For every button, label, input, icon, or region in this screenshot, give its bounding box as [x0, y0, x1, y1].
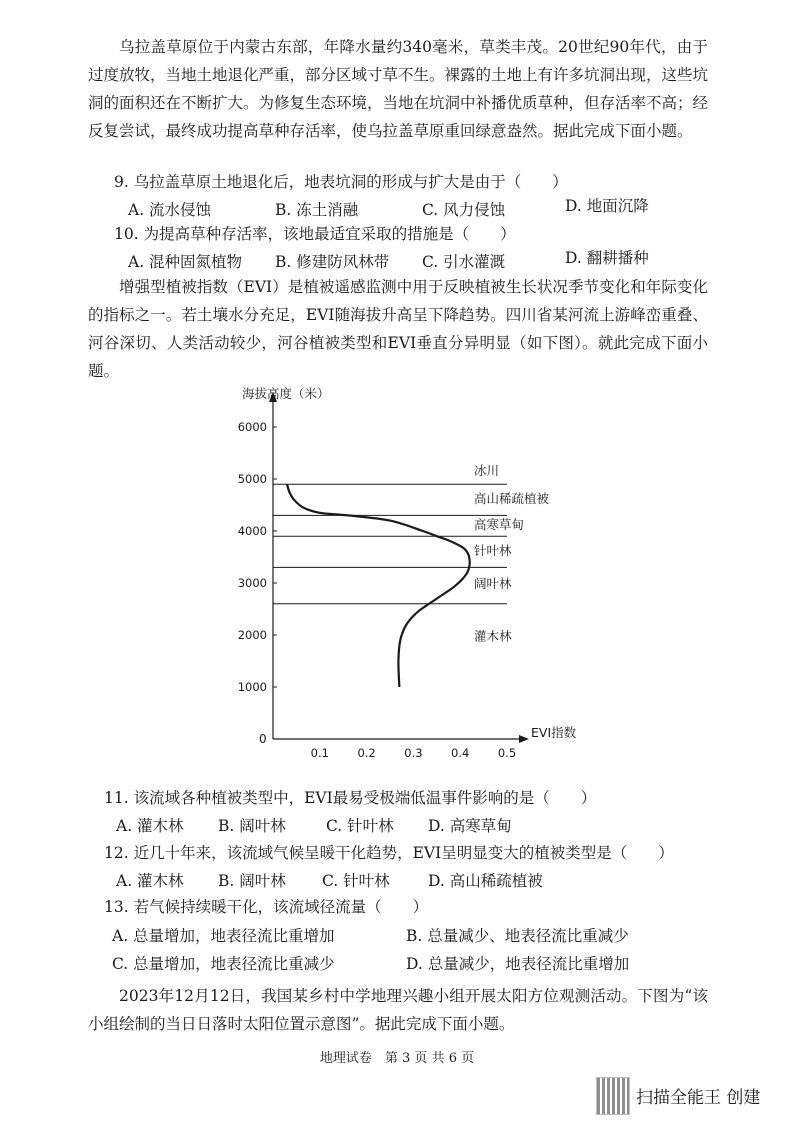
question-13-stem: 13. 若气候持续暖干化，该流域径流量（ ） [104, 898, 429, 916]
question-11-option-c: C. 针叶林 [326, 817, 394, 835]
question-11-option-a: A. 灌木林 [116, 817, 184, 835]
scanner-watermark [596, 1075, 786, 1117]
x-tick-label: 0.2 [357, 746, 376, 760]
x-tick-label: 0.3 [404, 746, 423, 760]
zone-label: 冰川 [474, 463, 500, 479]
question-9-option-c: C. 风力侵蚀 [422, 201, 506, 219]
question-9-option-d: D. 地面沉降 [565, 197, 649, 215]
question-10-option-c: C. 引水灌溉 [422, 253, 506, 271]
qr-code-icon [596, 1077, 630, 1115]
y-tick-label: 2000 [237, 628, 267, 642]
zone-label: 高山稀疏植被 [474, 490, 550, 506]
question-12-option-d: D. 高山稀疏植被 [428, 872, 543, 890]
question-10-option-d: D. 翻耕播种 [565, 249, 649, 267]
question-9-option-b: B. 冻土消融 [275, 201, 359, 219]
question-13-option-b: B. 总量减少、地表径流比重减少 [406, 927, 629, 945]
question-12-option-a: A. 灌木林 [116, 872, 184, 890]
question-13-option-d: D. 总量减少，地表径流比重增加 [406, 955, 630, 973]
y-tick-label: 3000 [237, 576, 267, 590]
y-tick-label: 4000 [237, 524, 267, 538]
y-axis-label: 海拔高度（米） [242, 386, 330, 401]
x-axis-arrow [519, 735, 529, 743]
y-tick-label: 1000 [237, 680, 267, 694]
evi-curve [287, 484, 470, 687]
x-tick-label: 0.4 [451, 746, 470, 760]
evi-chart-svg [230, 382, 590, 762]
x-axis-label: EVI指数 [531, 725, 577, 740]
origin-label: 0 [259, 732, 267, 746]
question-10-stem: 10. 为提高草种存活率，该地最适宜采取的措施是（ ） [114, 225, 516, 243]
evi-altitude-chart [230, 382, 590, 762]
x-tick-label: 0.1 [310, 746, 329, 760]
question-9-stem: 9. 乌拉盖草原土地退化后，地表坑洞的形成与扩大是由于（ ） [114, 173, 568, 191]
question-9-option-a: A. 流水侵蚀 [128, 201, 212, 219]
question-12-option-c: C. 针叶林 [322, 872, 390, 890]
question-13-option-c: C. 总量增加，地表径流比重减少 [112, 955, 335, 973]
passage-grassland: 乌拉盖草原位于内蒙古东部，年降水量约340毫米，草类丰茂。20世纪90年代，由于过度放牧，当地土地退化严重，部分区域寸草不生。裸露的土地上有许多坑洞出现，这些坑洞的面积还在不断扩大。为修复生态环境，当地在坑洞中补播优质草种，但存活率不高；经反复尝试，最终成功提高草种存活率，使乌拉盖草原重回绿意盎然。据此完成下面小题。 [88, 38, 709, 140]
y-tick-label: 5000 [237, 472, 267, 486]
question-13-option-a: A. 总量增加，地表径流比重增加 [112, 927, 335, 945]
x-tick-label: 0.5 [497, 746, 517, 760]
question-12-option-b: B. 阔叶林 [218, 872, 286, 890]
passage-sun-observation: 2023年12月12日，我国某乡村中学地理兴趣小组开展太阳方位观测活动。下图为“该小组绘制的当日日落时太阳位置示意图”。据此完成下面小题。 [88, 987, 708, 1033]
zone-label: 针叶林 [474, 542, 512, 558]
question-11-option-b: B. 阔叶林 [218, 817, 286, 835]
question-11-stem: 11. 该流域各种植被类型中，EVI最易受极端低温事件影响的是（ ） [104, 789, 597, 807]
scanner-label: 扫描全能王 创建 [636, 1088, 761, 1108]
y-tick-label: 6000 [237, 420, 267, 434]
zone-label: 灌木林 [474, 628, 512, 644]
passage-evi: 增强型植被指数（EVI）是植被遥感监测中用于反映植被生长状况季节变化和年际变化的指标之一。若土壤水分充足，EVI随海拔升高呈下降趋势。四川省某河流上游峰峦重叠、河谷深切、人类活动较少，河谷植被类型和EVI垂直分异明显（如下图）。就此完成下面小题。 [88, 278, 708, 380]
zone-label: 高寒草甸 [474, 516, 525, 532]
page-footer: 地理试卷 第 3 页 共 6 页 [319, 1051, 475, 1066]
question-11-option-d: D. 高寒草甸 [428, 817, 512, 835]
question-12-stem: 12. 近几十年来，该流域气候呈暖干化趋势，EVI呈明显变大的植被类型是（ ） [104, 844, 674, 862]
question-10-option-a: A. 混种固氮植物 [128, 253, 243, 271]
question-10-option-b: B. 修建防风林带 [275, 253, 390, 271]
zone-label: 阔叶林 [474, 576, 512, 592]
